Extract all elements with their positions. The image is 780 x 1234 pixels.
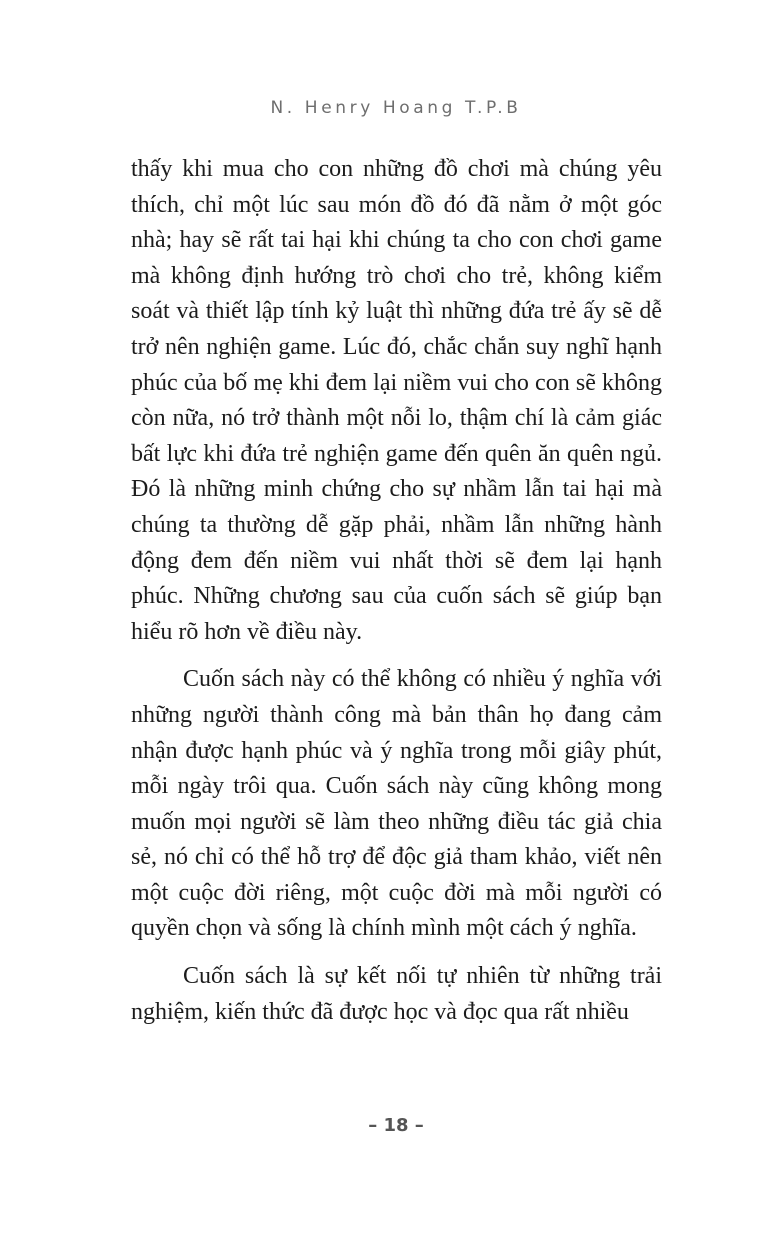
paragraph: Cuốn sách là sự kết nối tự nhiên từ những trải nghiệm, kiến thức đã được học và đọc qua rất nhiều: [131, 963, 662, 1025]
running-header: N. Henry Hoang T.P.B: [270, 98, 522, 118]
page-number: – 18 –: [368, 1115, 424, 1136]
page-body: [131, 152, 662, 1030]
paragraph-continuation: thấy khi mua cho con những đồ chơi mà chúng yêu thích, chỉ một lúc sau món đồ đó đã nằm ở một góc nhà; hay sẽ rất tai hại khi chúng ta cho con chơi game mà không định hướng trò chơi cho trẻ, không kiểm soát và thiết lập tính kỷ luật thì những đứa trẻ ấy sẽ dễ trở nên nghiện game. Lúc đó, chắc chắn suy nghĩ hạnh phúc của bố mẹ khi đem lại niềm vui cho con sẽ không còn nữa, nó trở thành một nỗi lo, thậm chí là cảm giác bất lực khi đứa trẻ nghiện game đến quên ăn quên ngủ. Đó là những minh chứng cho sự nhầm lẫn tai hại mà chúng ta thường dễ gặp phải, nhầm lẫn những hành động đem đến niềm vui nhất thời sẽ đem lại hạnh phúc. Những chương sau của cuốn sách sẽ giúp bạn hiểu rõ hơn về điều này.: [131, 156, 662, 645]
paragraph: Cuốn sách này có thể không có nhiều ý nghĩa với những người thành công mà bản thân họ đang cảm nhận được hạnh phúc và ý nghĩa trong mỗi giây phút, mỗi ngày trôi qua. Cuốn sách này cũng không mong muốn mọi người sẽ làm theo những điều tác giả chia sẻ, nó chỉ có thể hỗ trợ để độc giả tham khảo, viết nên một cuộc đời riêng, một cuộc đời mà mỗi người có quyền chọn và sống là chính mình một cách ý nghĩa.: [131, 666, 662, 942]
